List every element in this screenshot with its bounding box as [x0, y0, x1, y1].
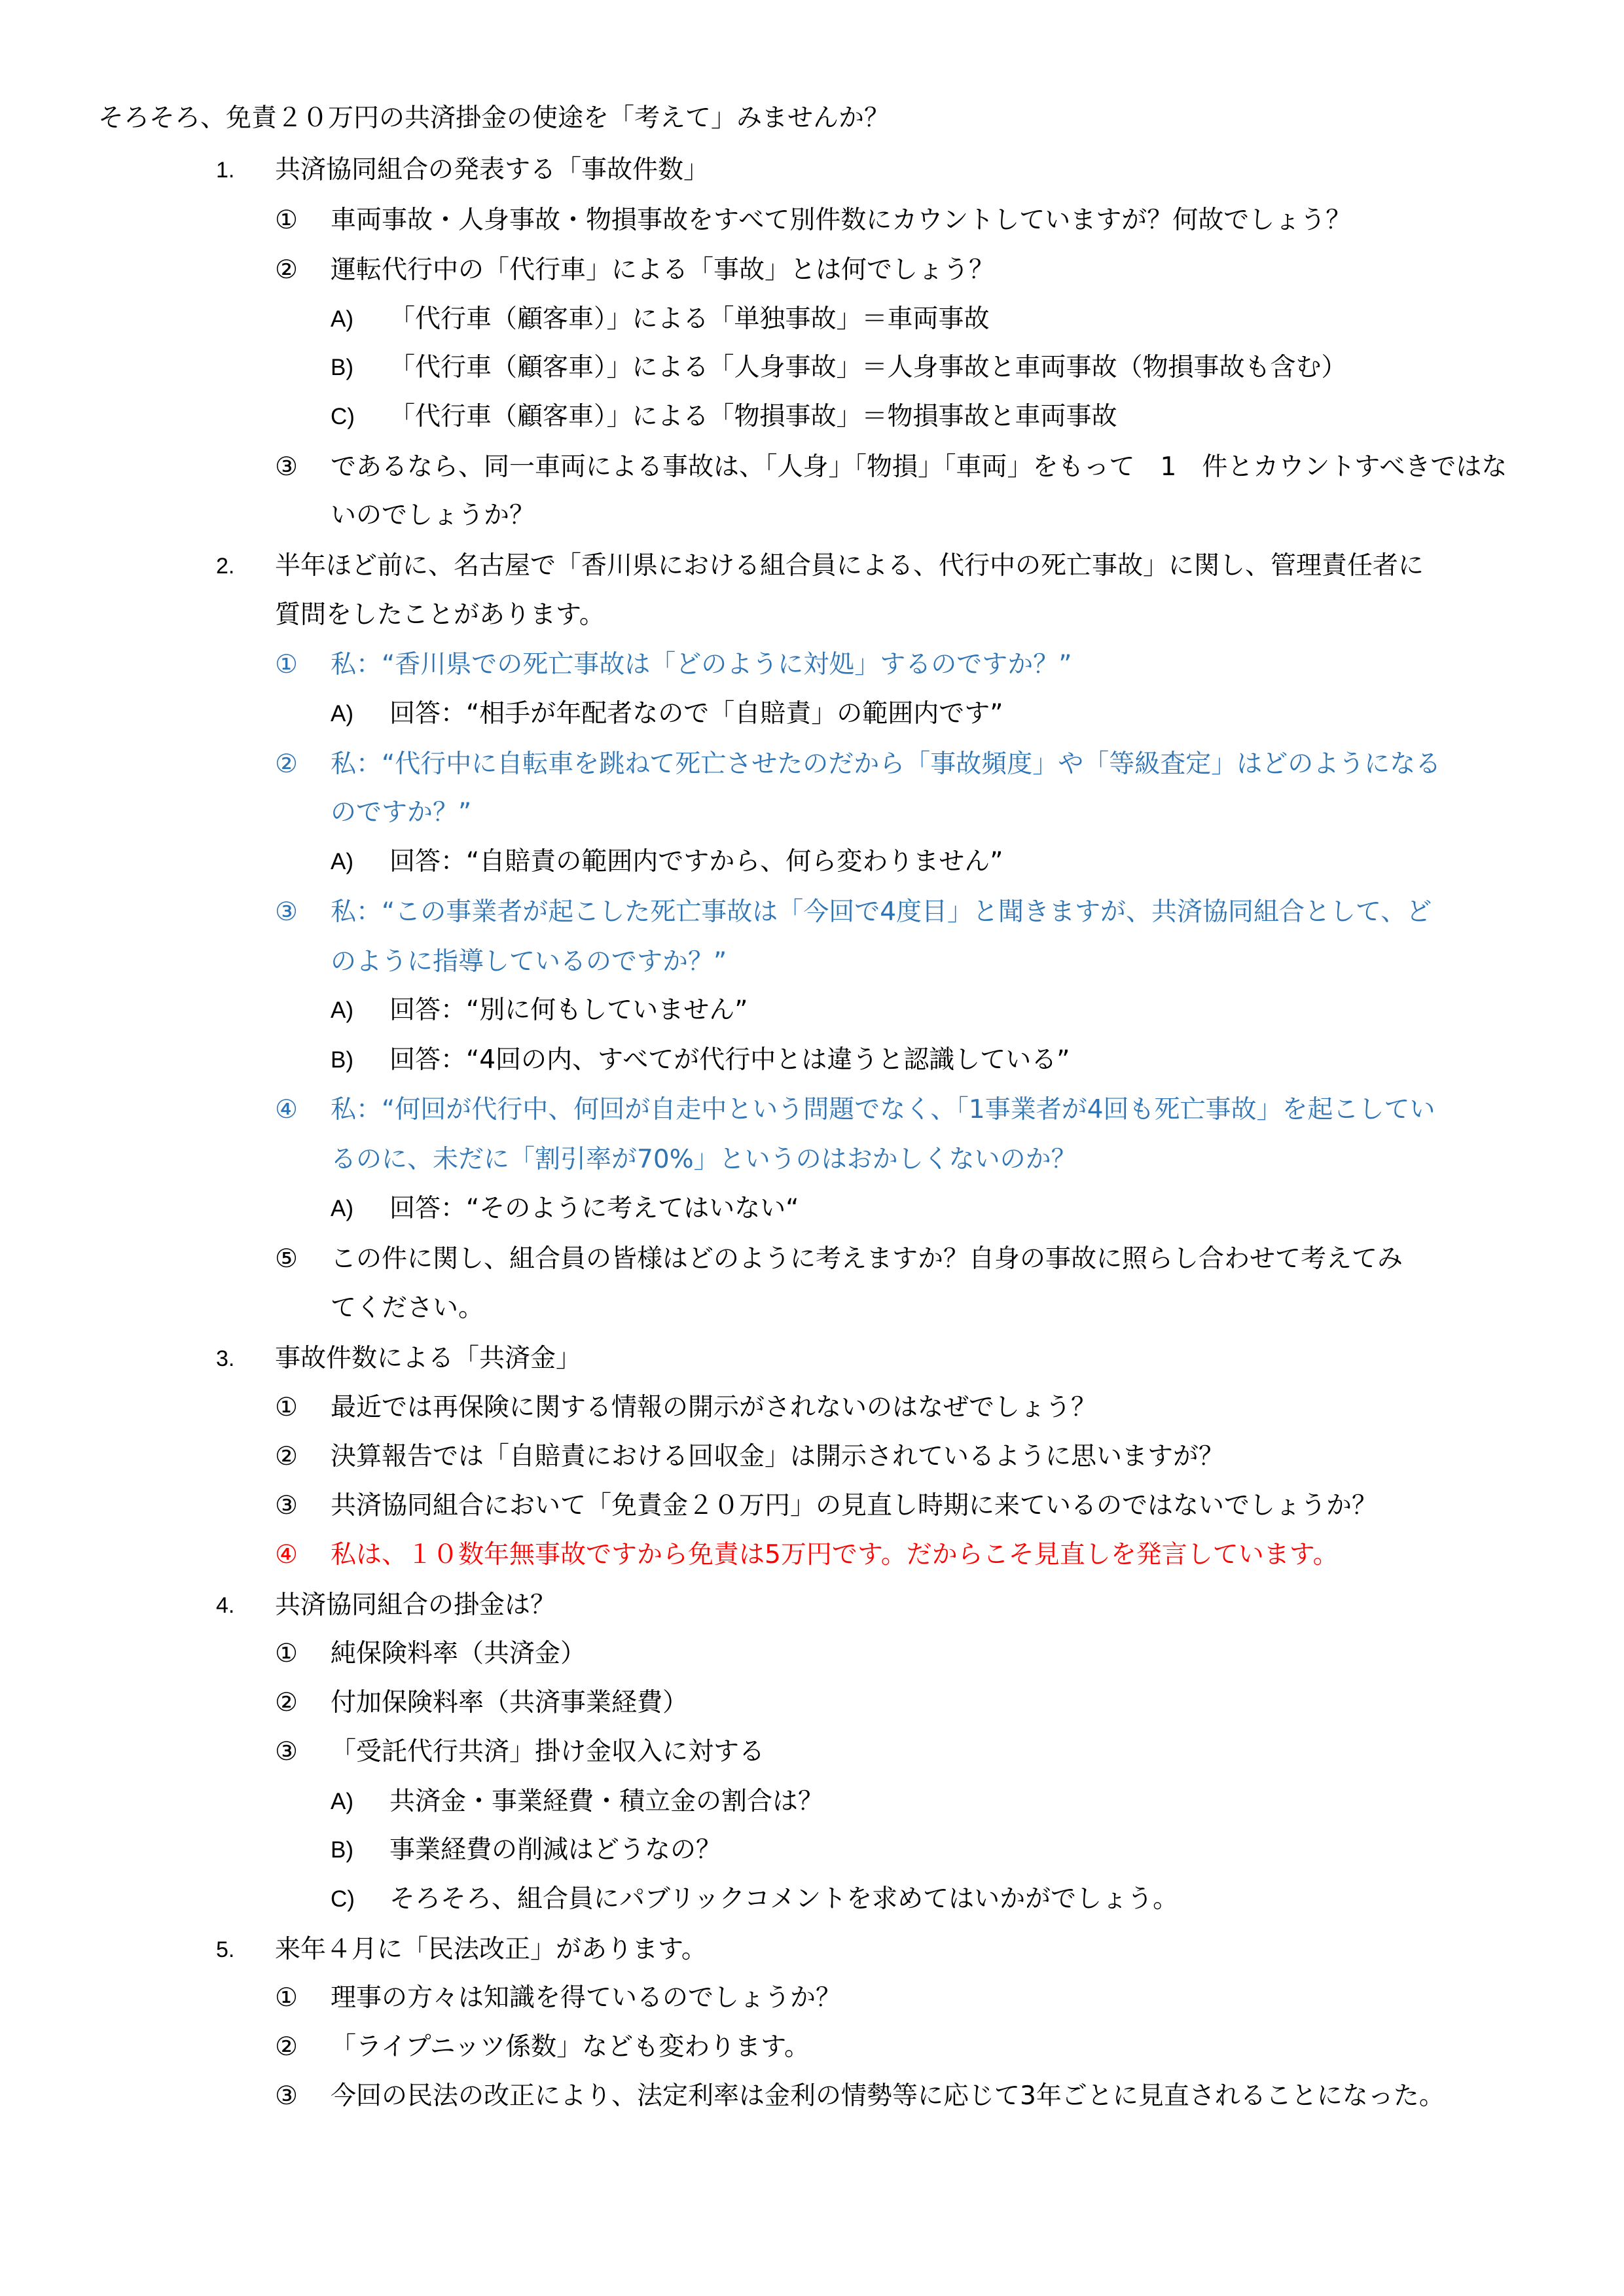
list-marker: ③ — [275, 1737, 298, 1767]
line-text: 回答：“そのように考えてはいない“ — [389, 1194, 799, 1223]
line-text: 理事の方々は知識を得ているのでしょうか？ — [331, 1983, 842, 2013]
list-marker: ① — [275, 206, 298, 235]
document-title — [98, 103, 890, 134]
line-text: 私：“何回が代行中、何回が自走中という問題でなく、「1事業者が4回も死亡事故」を起こしてい — [331, 1095, 1435, 1124]
list-marker: ③ — [275, 897, 298, 927]
line-text: 運転代行中の「代行車」による「事故」とは何でしょう？ — [331, 255, 995, 285]
line-text: 最近では再保険に関する情報の開示がされないのはなぜでしょう？ — [331, 1393, 1097, 1422]
line-text: るのに、未だに「割引率が70%」というのはおかしくないのか？ — [331, 1145, 1077, 1174]
line-text: 「代行車（顧客車）」による「単独事故」＝車両事故 — [389, 304, 990, 334]
list-marker: C) — [331, 404, 355, 429]
line-text: 質問をしたことがあります。 — [275, 600, 605, 630]
line-text: 共済協同組合の発表する「事故件数」 — [275, 155, 710, 185]
list-marker: B) — [331, 1837, 353, 1863]
list-marker: 5. — [216, 1937, 235, 1962]
line-text: 私：“代行中に自転車を跳ねて死亡させたのだから「事故頻度」や「等級査定」はどのようになる — [331, 749, 1441, 779]
line-text: 決算報告では「自賠責における回収金」は開示されているように思いますが？ — [331, 1442, 1225, 1471]
line-text: であるなら、同一車両による事故は、「人身」「物損」「車両」をもって 1 件とカウントすべきではな — [331, 452, 1507, 482]
list-marker: ② — [275, 1688, 298, 1717]
list-marker: ③ — [275, 2081, 298, 2111]
list-marker: ① — [275, 1393, 298, 1422]
line-text: 回答：“別に何もしていません” — [389, 996, 748, 1025]
list-marker: ② — [275, 255, 298, 285]
list-marker: ④ — [275, 1095, 298, 1124]
title-text: そろそろ、免責２０万円の共済掛金の使途を「考えて」みませんか？ — [98, 103, 890, 133]
line-text: 「代行車（顧客車）」による「物損事故」＝物損事故と車両事故 — [389, 402, 1117, 431]
line-text: 「ライプニッツ係数」なども変わります。 — [331, 2032, 810, 2062]
line-text: いのでしょうか？ — [331, 501, 535, 530]
line-text: 来年４月に「民法改正」があります。 — [275, 1935, 707, 1964]
line-text: 付加保険料率（共済事業経費） — [331, 1688, 689, 1717]
line-text: 車両事故・人身事故・物損事故をすべて別件数にカウントしていますが？何故でしょう？ — [331, 206, 1352, 235]
list-marker: A) — [331, 1789, 353, 1814]
list-marker: A) — [331, 701, 353, 726]
line-text: 今回の民法の改正により、法定利率は金利の情勢等に応じて3年ごとに見直されることになった。 — [331, 2081, 1445, 2111]
list-marker: 2. — [216, 554, 235, 579]
list-marker: ② — [275, 2032, 298, 2062]
line-text: のように指導しているのですか？” — [331, 947, 727, 977]
list-marker: A) — [331, 1196, 353, 1221]
list-marker: ③ — [275, 452, 298, 482]
list-marker: 3. — [216, 1346, 235, 1371]
line-text: 共済金・事業経費・積立金の割合は？ — [389, 1787, 824, 1816]
list-marker: C) — [331, 1886, 355, 1912]
line-text: 私は、１０数年無事故ですから免責は5万円です。だからこそ見直しを発言しています。 — [331, 1540, 1339, 1570]
line-text: 「受託代行共済」掛け金収入に対する — [331, 1737, 765, 1767]
line-text: 回答：“相手が年配者なので「自賠責」の範囲内です” — [389, 699, 1003, 728]
list-marker: A) — [331, 997, 353, 1023]
line-text: この件に関し、組合員の皆様はどのように考えますか？自身の事故に照らし合わせて考えてみ — [331, 1244, 1403, 1274]
line-text: 純保険料率（共済金） — [331, 1639, 586, 1668]
line-text: 事故件数による「共済金」 — [275, 1344, 582, 1373]
line-text: 共済協同組合の掛金は？ — [275, 1590, 556, 1620]
list-marker: ② — [275, 749, 298, 779]
line-text: 私：“この事業者が起こした死亡事故は「今回で4度目」と聞きますが、共済協同組合として、ど — [331, 897, 1432, 927]
list-marker: ① — [275, 1983, 298, 2013]
list-marker: ③ — [275, 1491, 298, 1520]
line-text: 共済協同組合において「免責金２０万円」の見直し時期に来ているのではないでしょうか？ — [331, 1491, 1378, 1520]
line-text: のですか？” — [331, 798, 472, 827]
list-marker: ④ — [275, 1540, 298, 1570]
list-marker: A) — [331, 306, 353, 332]
line-text: 回答：“4回の内、すべてが代行中とは違うと認識している” — [389, 1045, 1070, 1075]
list-marker: ① — [275, 1639, 298, 1668]
list-marker: ⑤ — [275, 1244, 298, 1274]
list-marker: 1. — [216, 158, 235, 183]
list-marker: A) — [331, 849, 353, 874]
line-text: 「代行車（顧客車）」による「人身事故」＝人身事故と車両事故（物損事故も含む） — [389, 353, 1347, 382]
line-text: 事業経費の削減はどうなの？ — [389, 1835, 722, 1865]
line-text: そろそろ、組合員にパブリックコメントを求めてはいかがでしょう。 — [389, 1884, 1179, 1914]
list-marker: B) — [331, 355, 353, 380]
line-text: 回答：“自賠責の範囲内ですから、何ら変わりません” — [389, 847, 1003, 876]
line-text: てください。 — [331, 1293, 484, 1323]
list-marker: B) — [331, 1047, 353, 1073]
list-marker: ② — [275, 1442, 298, 1471]
list-marker: 4. — [216, 1593, 235, 1618]
line-text: 半年ほど前に、名古屋で「香川県における組合員による、代行中の死亡事故」に関し、管理責任者に — [275, 551, 1424, 581]
list-marker: ① — [275, 650, 298, 679]
line-text: 私：“香川県での死亡事故は「どのように対処」するのですか？” — [331, 650, 1072, 679]
